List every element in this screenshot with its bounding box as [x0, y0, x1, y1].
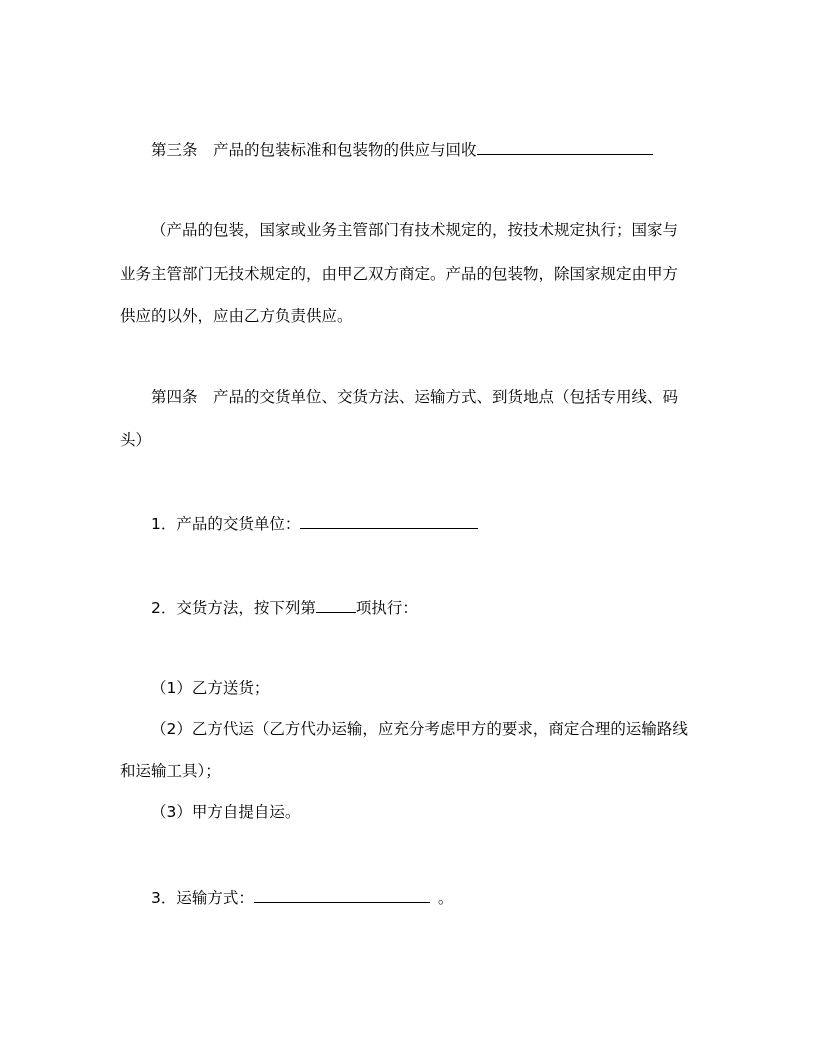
article3-para-line-3: 供应的以外，应由乙方负责供应。 [120, 307, 353, 325]
item3-end: 。 [437, 889, 454, 907]
article3-heading-line [151, 138, 653, 158]
article3-blank-field[interactable] [477, 138, 653, 155]
item1-label: 1．产品的交货单位： [151, 515, 301, 533]
item2-label-before: 2．交货方法，按下列第 [151, 599, 316, 617]
option2-line-2: 和运输工具）； [120, 762, 221, 780]
article3-heading: 第三条 产品的包装标准和包装物的供应与回收 [151, 141, 477, 159]
item3-label: 3．运输方式： [151, 889, 254, 907]
option3-line: （3）甲方自提自运。 [151, 803, 301, 821]
transport-method-field[interactable] [254, 886, 430, 903]
item1-line [151, 512, 478, 532]
article4-heading-line-1: 第四条 产品的交货单位、交货方法、运输方式、到货地点（包括专用线、码 [151, 388, 679, 406]
item2-line [151, 596, 418, 616]
option2-line-1: （2）乙方代运（乙方代办运输，应充分考虑甲方的要求，商定合理的运输路线 [151, 720, 688, 738]
article4-heading-line-2: 头） [120, 431, 152, 449]
article3-para-line-2: 业务主管部门无技术规定的，由甲乙双方商定。产品的包装物，除国家规定由甲方 [120, 265, 679, 283]
delivery-unit-field[interactable] [300, 512, 478, 529]
item2-label-after: 项执行： [355, 599, 418, 617]
option1-line: （1）乙方送货； [151, 679, 270, 697]
item3-line [151, 886, 453, 906]
delivery-option-field[interactable] [316, 596, 356, 613]
article3-para-line-1: （产品的包装，国家或业务主管部门有技术规定的，按技术规定执行；国家与 [151, 221, 679, 239]
